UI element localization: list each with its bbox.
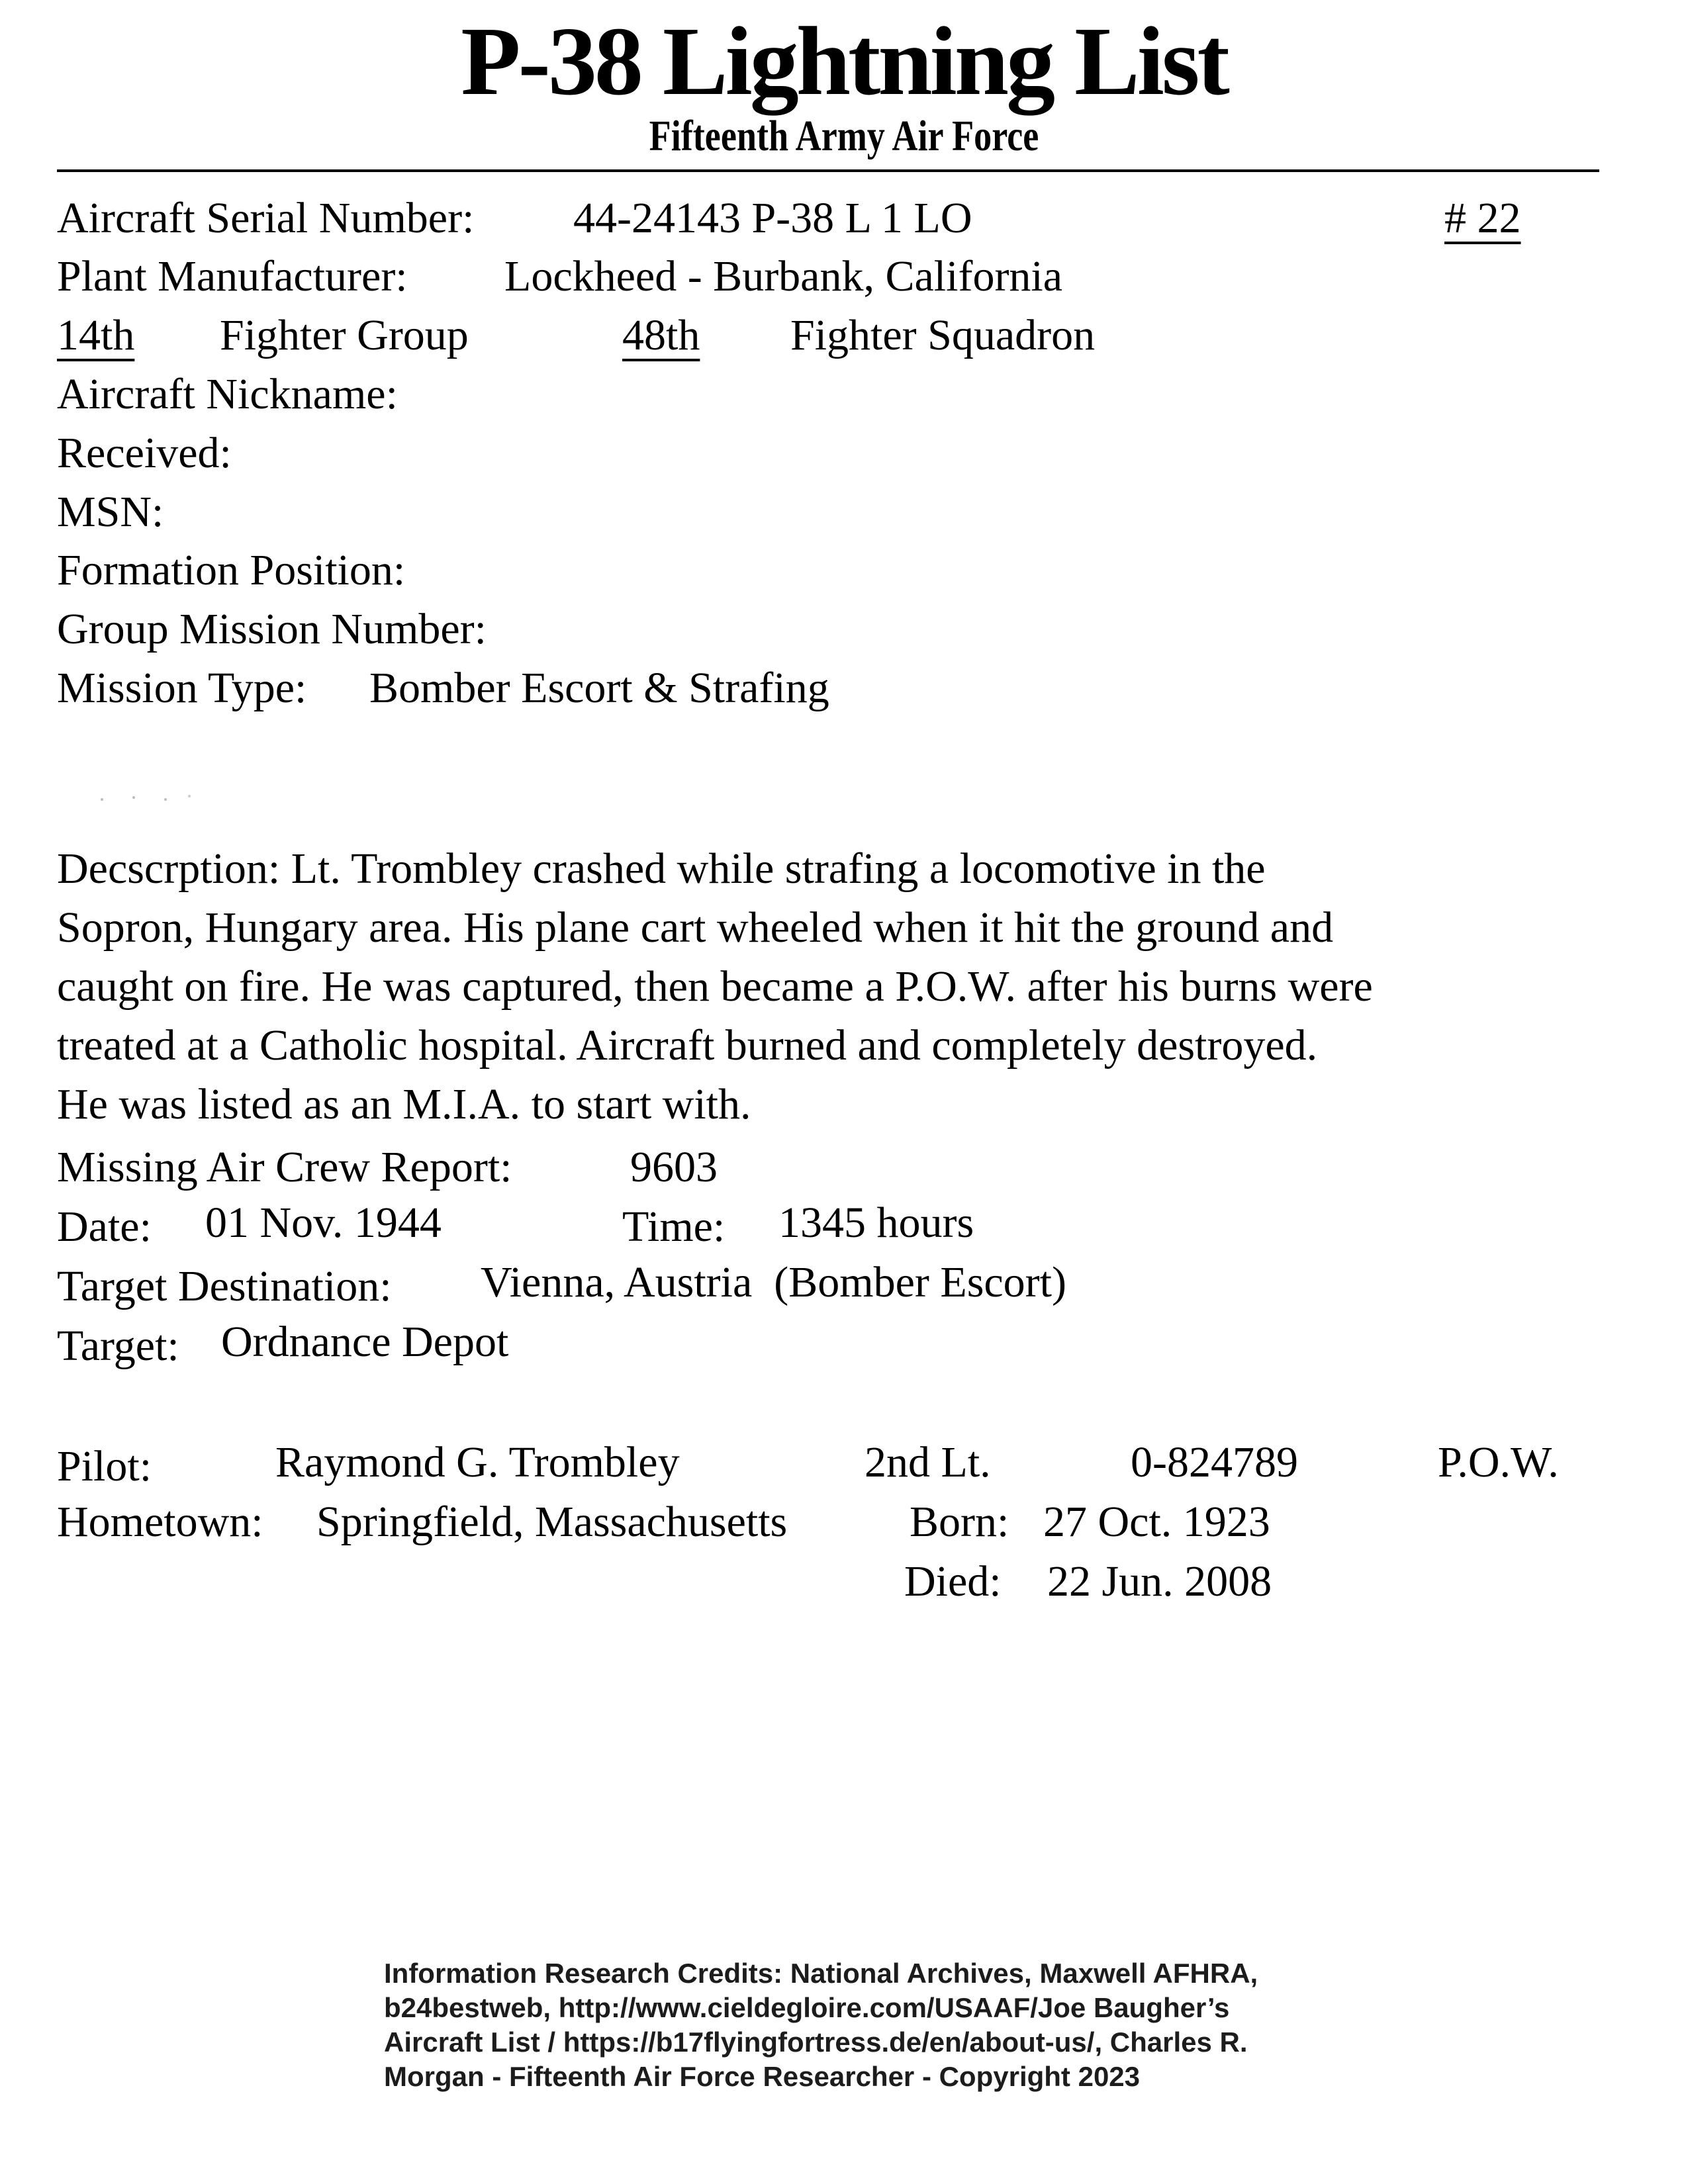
died-label: Died: — [904, 1557, 1002, 1606]
group-mission-number-label: Group Mission Number: — [57, 605, 487, 653]
date-value: 01 Nov. 1944 — [205, 1199, 442, 1247]
macr-label: Missing Air Crew Report: — [57, 1143, 512, 1191]
scan-smudge — [93, 792, 199, 805]
credits-line: Morgan - Fifteenth Air Force Researcher - Copyright 2023 — [384, 2061, 1141, 2092]
mission-type-value: Bomber Escort & Strafing — [369, 664, 829, 712]
target-value: Ordnance Depot — [221, 1318, 509, 1366]
manufacturer-value: Lockheed - Burbank, California — [504, 252, 1063, 300]
received-label: Received: — [57, 429, 232, 477]
time-label: Time: — [622, 1203, 726, 1251]
serial-number-label: Aircraft Serial Number: — [57, 194, 475, 242]
description-line: He was listed as an M.I.A. to start with. — [57, 1080, 751, 1128]
record-number: # 22 — [1444, 194, 1521, 242]
description-label: Decscrption: — [57, 844, 281, 893]
macr-value: 9603 — [630, 1143, 718, 1191]
fighter-group-label: Fighter Group — [220, 311, 469, 359]
target-destination-value: Vienna, Austria (Bomber Escort) — [481, 1258, 1066, 1306]
description-line — [57, 839, 1659, 898]
description-line: caught on fire. He was captured, then became a P.O.W. after his burns were — [57, 962, 1373, 1011]
header-divider — [57, 169, 1599, 172]
date-label: Date: — [57, 1203, 152, 1251]
description-block — [57, 839, 1659, 1134]
description-line: Sopron, Hungary area. His plane cart wheeled when it hit the ground and — [57, 903, 1334, 952]
hometown-label: Hometown: — [57, 1498, 263, 1546]
fighter-squadron-label: Fighter Squadron — [790, 311, 1096, 359]
description-line: treated at a Catholic hospital. Aircraft burned and completely destroyed. — [57, 1021, 1318, 1069]
page-title: P-38 Lightning List — [461, 7, 1227, 116]
credits-line: Information Research Credits: National Archives, Maxwell AFHRA, — [384, 1958, 1258, 1989]
pilot-rank: 2nd Lt. — [865, 1438, 991, 1486]
description-text: Lt. Trombley crashed while strafing a locomotive in the — [291, 844, 1266, 893]
mission-type-label: Mission Type: — [57, 664, 307, 712]
died-value: 22 Jun. 2008 — [1047, 1557, 1272, 1606]
credits-line: Aircraft List / https://b17flyingfortress.de/en/about-us/, Charles R. — [384, 2026, 1248, 2058]
research-credits — [384, 1956, 1258, 2094]
time-value: 1345 hours — [778, 1199, 974, 1247]
msn-label: MSN: — [57, 488, 164, 536]
formation-position-label: Formation Position: — [57, 546, 406, 594]
target-destination-label: Target Destination: — [57, 1262, 392, 1310]
fighter-group-value: 14th — [57, 311, 135, 359]
pilot-status: P.O.W. — [1438, 1438, 1559, 1486]
pilot-name: Raymond G. Trombley — [275, 1438, 680, 1486]
hometown-value: Springfield, Massachusetts — [316, 1498, 788, 1546]
manufacturer-label: Plant Manufacturer: — [57, 252, 408, 300]
credits-line: b24bestweb, http://www.cieldegloire.com/USAAF/Joe Baugher’s — [384, 1992, 1230, 2023]
born-value: 27 Oct. 1923 — [1043, 1498, 1270, 1546]
page-subtitle: Fifteenth Army Air Force — [649, 112, 1039, 160]
fighter-squadron-value: 48th — [622, 311, 700, 359]
target-label: Target: — [57, 1322, 179, 1370]
serial-number-value: 44-24143 P-38 L 1 LO — [573, 194, 972, 242]
pilot-label: Pilot: — [57, 1442, 152, 1490]
born-label: Born: — [910, 1498, 1009, 1546]
pilot-service-number: 0-824789 — [1131, 1438, 1298, 1486]
nickname-label: Aircraft Nickname: — [57, 370, 398, 418]
